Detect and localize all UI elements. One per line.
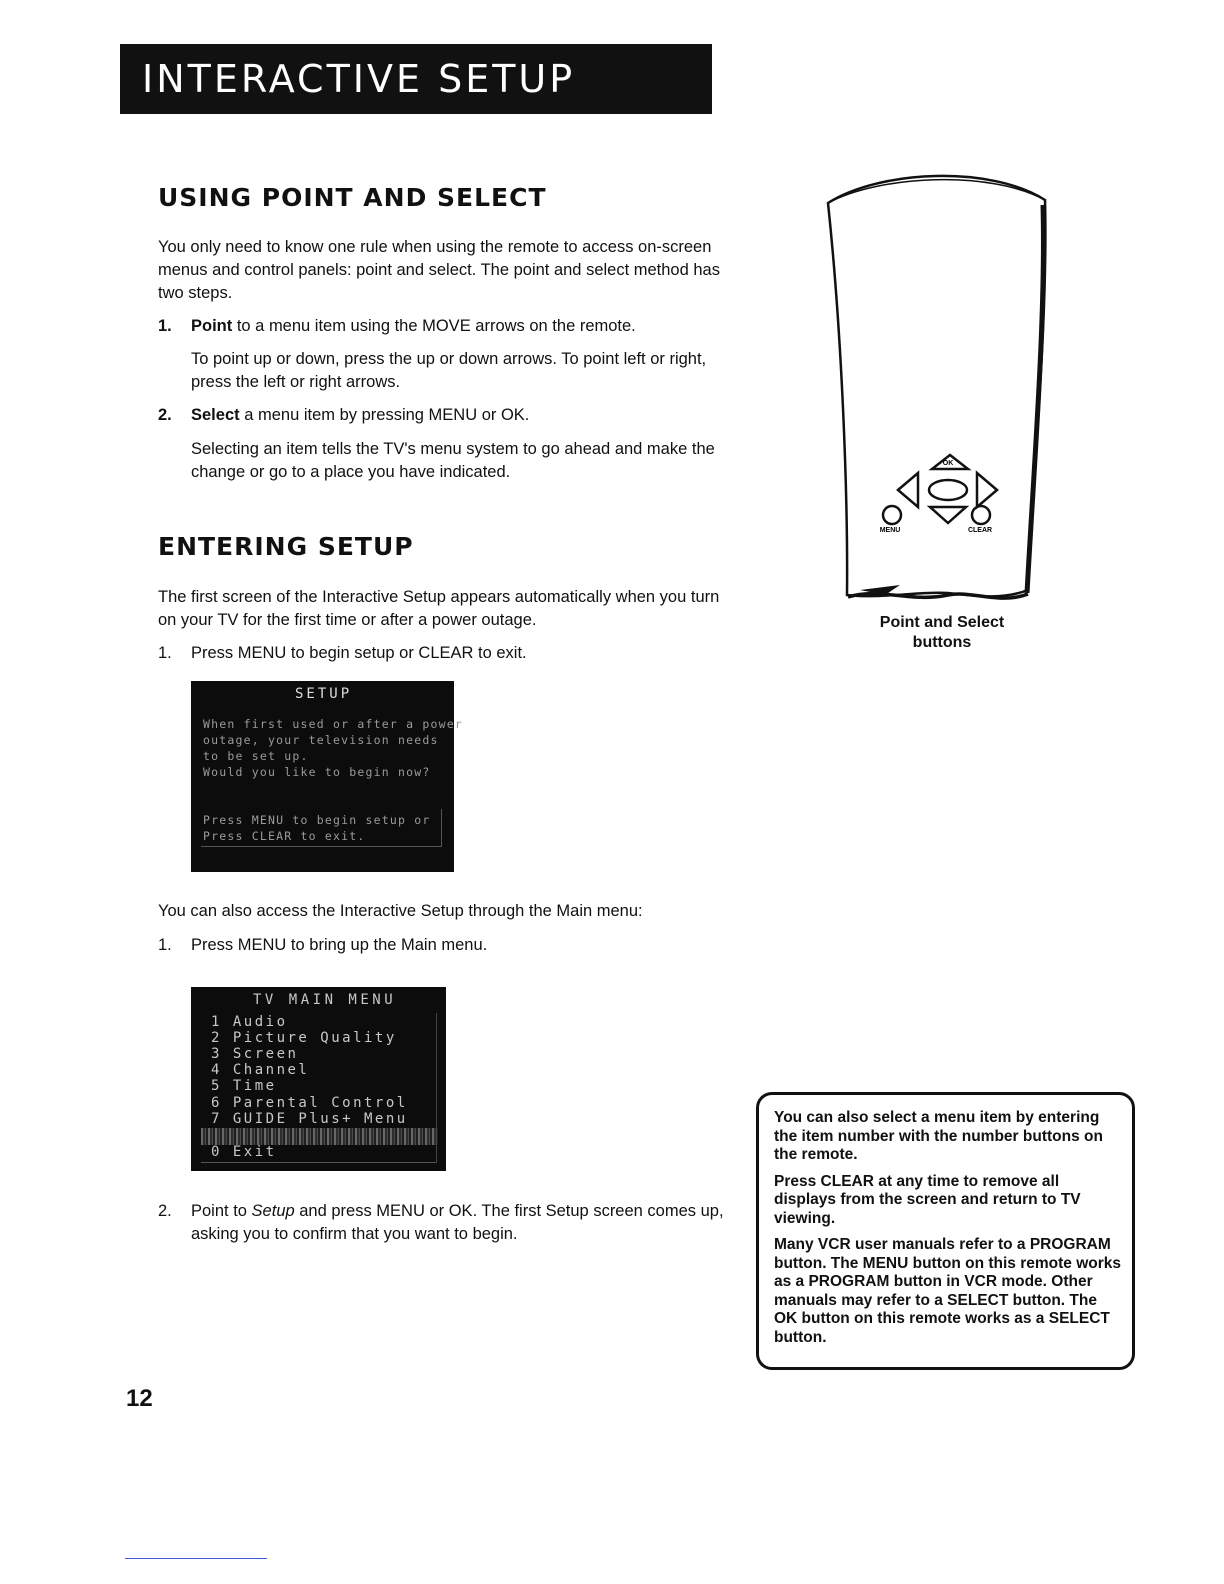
step-text: Press MENU to begin setup or CLEAR to exit. [191, 644, 527, 662]
footer-rule [125, 1558, 267, 1559]
setup-screen [191, 681, 463, 872]
setup-screen-line: When first used or after a power [203, 717, 463, 731]
main-menu-intro: You can also access the Interactive Setup through the Main menu: [158, 902, 643, 920]
step-text: Press MENU to bring up the Main menu. [191, 936, 488, 954]
clear-label: CLEAR [967, 527, 993, 534]
step-keyword: Select [191, 406, 240, 424]
step-point-detail: To point up or down, press the up or down arrows. To point left or right, press the left or right arrows. [191, 350, 707, 391]
setup-screen-line: to be set up. [203, 749, 309, 763]
step-text: to a menu item using the MOVE arrows on the remote. [232, 317, 636, 335]
main-menu-item-screen: 3 Screen [211, 1046, 299, 1062]
section2-intro: The first screen of the Interactive Setup appears automatically when you turn on your TV for the first time or after a power outage. [158, 588, 720, 629]
main-menu-item-time: 5 Time [211, 1078, 277, 1094]
step-text: a menu item by pressing MENU or OK. [239, 406, 530, 424]
main-menu-title: TV MAIN MENU [253, 992, 397, 1008]
main-menu-item-exit: 0 Exit [211, 1144, 277, 1160]
menu-label: MENU [879, 527, 901, 534]
step-keyword: Point [191, 317, 233, 335]
tip-note-box [756, 1092, 1135, 1370]
main-menu-divider [436, 1013, 437, 1163]
section-heading-point-select: USING POINT AND SELECT [158, 183, 547, 212]
step-number: 1. [158, 644, 172, 662]
setup-emphasis: Setup [251, 1202, 295, 1220]
setup-screen-prompt: Press MENU to begin setup or [203, 813, 431, 827]
note-paragraph: Many VCR user manuals refer to a PROGRAM button. The MENU button on this remote works as a PROGRAM button in VCR mode. Other manuals may refer to a SELECT button. The OK button on this remote works as a SELECT button. [774, 1236, 1122, 1346]
setup-screen-divider [441, 809, 442, 847]
main-menu-item-channel: 4 Channel [211, 1062, 310, 1078]
section1-intro: You only need to know one rule when using the remote to access on-screen menus and control panels: point and select. The point and select method has two steps. [158, 238, 720, 302]
banner-title: INTERACTIVE SETUP [142, 57, 576, 101]
remote-caption-line: Point and Select [879, 614, 1005, 631]
step-number: 2. [158, 406, 172, 424]
setup-screen-prompt: Press CLEAR to exit. [203, 829, 366, 843]
ok-label: OK [942, 460, 954, 467]
setup-screen-line: Would you like to begin now? [203, 765, 431, 779]
note-paragraph: You can also select a menu item by entering the item number with the number buttons on the remote. [774, 1109, 1103, 1163]
section-heading-entering-setup: ENTERING SETUP [158, 532, 414, 561]
note-paragraph: Press CLEAR at any time to remove all displays from the screen and return to TV viewing. [774, 1172, 1081, 1227]
setup-screen-title: SETUP [295, 686, 353, 702]
step-number: 2. [158, 1202, 172, 1220]
step-number: 1. [158, 936, 172, 954]
step-text: Point to [191, 1202, 252, 1220]
main-menu-item-guide-plus: 7 GUIDE Plus+ Menu [211, 1111, 408, 1127]
page-banner [120, 44, 712, 114]
main-menu-screen [191, 987, 446, 1171]
main-menu-divider [201, 1162, 437, 1163]
remote-illustration [820, 165, 1060, 615]
step-number: 1. [158, 317, 172, 335]
step-select-detail: Selecting an item tells the TV's menu system to go ahead and make the change or go to a place you have indicated. [191, 440, 715, 481]
setup-screen-line: outage, your television needs [203, 733, 439, 747]
page-number: 12 [126, 1385, 153, 1412]
setup-screen-divider [201, 846, 442, 847]
remote-caption [850, 613, 1034, 653]
main-menu-item-audio: 1 Audio [211, 1014, 288, 1030]
main-menu-item-picture-quality: 2 Picture Quality [211, 1030, 397, 1046]
remote-caption-line: buttons [912, 634, 972, 651]
step-text: and press MENU or OK. The first Setup screen comes up, asking you to confirm that you want to begin. [191, 1202, 724, 1243]
main-menu-item-parental-control: 6 Parental Control [211, 1095, 408, 1111]
main-menu-highlight-band [201, 1128, 438, 1145]
